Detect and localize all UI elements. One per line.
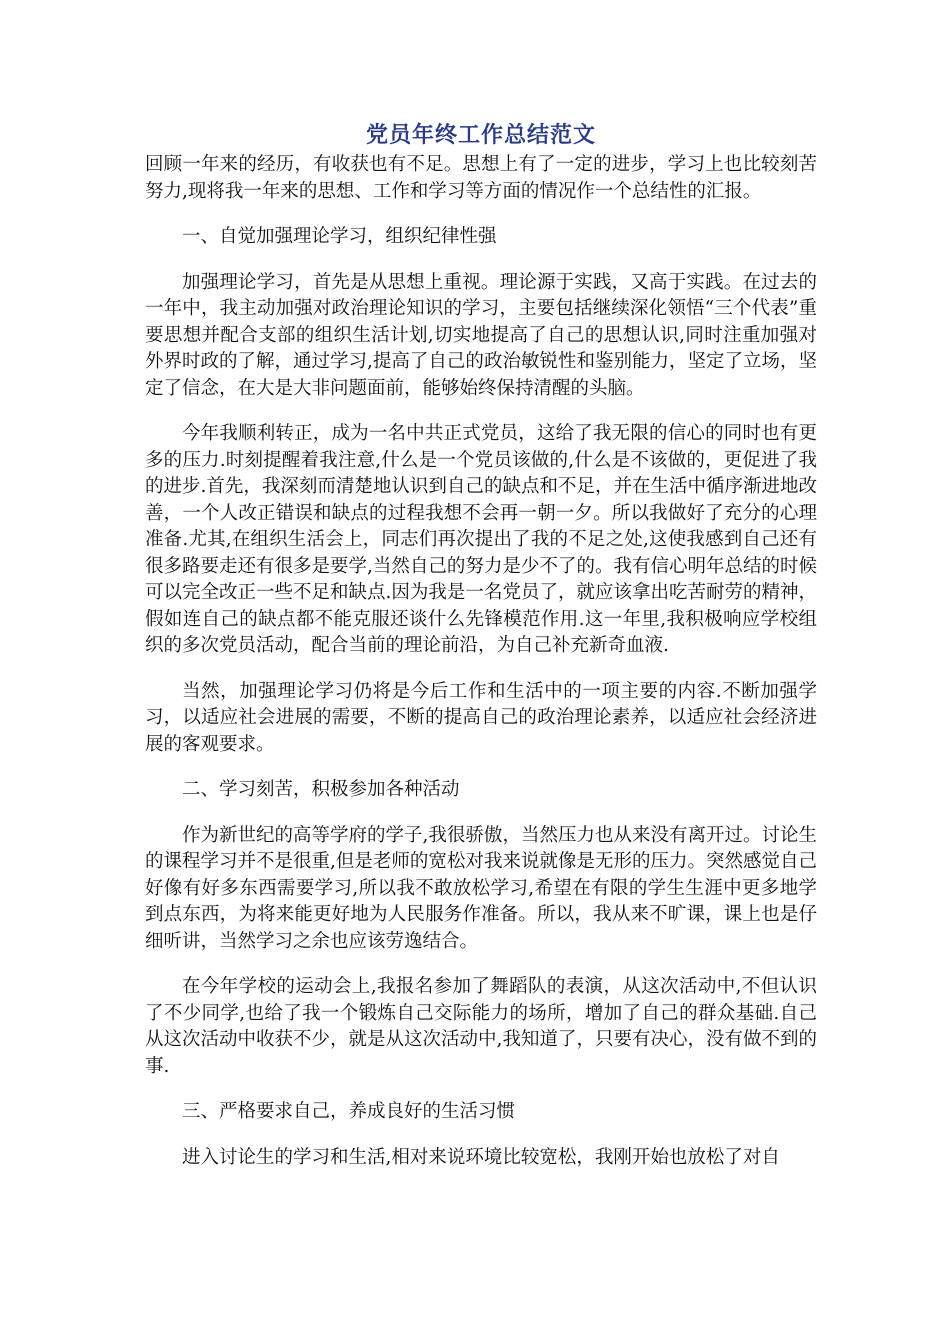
section-1-heading: 一、自觉加强理论学习，组织纪律性强 <box>182 226 497 247</box>
section-2-paragraph-2: 在今年学校的运动会上,我报名参加了舞蹈队的表演，从这次活动中,不但认识了不少同学,也给了我一个锻炼自己交际能力的场所，增加了自己的群众基础.自己从这次活动中收获不少，就是从这次活动中,我知道了，只要有决心，没有做不到的事. <box>145 976 817 1077</box>
intro-paragraph: 回顾一年来的经历，有收获也有不足。思想上有了一定的进步，学习上也比较刻苦努力,现将我一年来的思想、工作和学习等方面的情况作一个总结性的汇报。 <box>145 154 817 202</box>
section-3-heading: 三、严格要求自己，养成良好的生活习惯 <box>182 1101 516 1122</box>
section-1-paragraph-1: 加强理论学习，首先是从思想上重视。理论源于实践，又高于实践。在过去的一年中，我主动加强对政治理论知识的学习，主要包括继续深化领悟“三个代表”重要思想并配合支部的组织生活计划,切实地提高了自己的思想认识,同时注重加强对外界时政的了解，通过学习,提高了自己的政治敏锐性和鉴别能力，坚定了立场，坚定了信念，在大是大非问题面前，能够始终保持清醒的头脑。 <box>145 271 817 399</box>
section-2-heading: 二、学习刻苦，积极参加各种活动 <box>182 779 460 800</box>
document-title: 党员年终工作总结范文 <box>365 122 596 148</box>
section-2-paragraph-1: 作为新世纪的高等学府的学子,我很骄傲，当然压力也从来没有离开过。讨论生的课程学习并不是很重,但是老师的宽松对我来说就像是无形的压力。突然感觉自己好像有好多东西需要学习,所以我不敢放松学习,希望在有限的学生生涯中更多地学到点东西，为将来能更好地为人民服务作准备。所以，我从来不旷课，课上也是仔细听讲，当然学习之余也应该劳逸结合。 <box>145 824 817 952</box>
document-page <box>145 118 817 1171</box>
section-1-paragraph-3: 当然，加强理论学习仍将是今后工作和生活中的一项主要的内容.不断加强学习，以适应社会进展的需要，不断的提高自己的政治理论素养，以适应社会经济进展的客观要求。 <box>145 680 817 755</box>
section-3-paragraph-1: 进入讨论生的学习和生活,相对来说环境比较宽松，我刚开始也放松了对自 <box>182 1146 780 1168</box>
section-1-paragraph-2: 今年我顺利转正，成为一名中共正式党员，这给了我无限的信心的同时也有更多的压力.时刻提醒着我注意,什么是一个党员该做的,什么是不该做的，更促进了我的进步.首先，我深刻而清楚地认识到自己的缺点和不足，并在生活中循序渐进地改善，一个人改正错误和缺点的过程我想不会再一朝一夕。所以我做好了充分的心理准备.尤其,在组织生活会上，同志们再次提出了我的不足之处,这使我感到自己还有很多路要走还有很多是要学,当然自己的努力是少不了的。我有信心明年总结的时候可以完全改正一些不足和缺点.因为我是一名党员了，就应该拿出吃苦耐劳的精神，假如连自己的缺点都不能克服还谈什么先锋模范作用.这一年里,我积极响应学校组织的多次党员活动，配合当前的理论前沿，为自己补充新奇血液. <box>145 423 817 656</box>
